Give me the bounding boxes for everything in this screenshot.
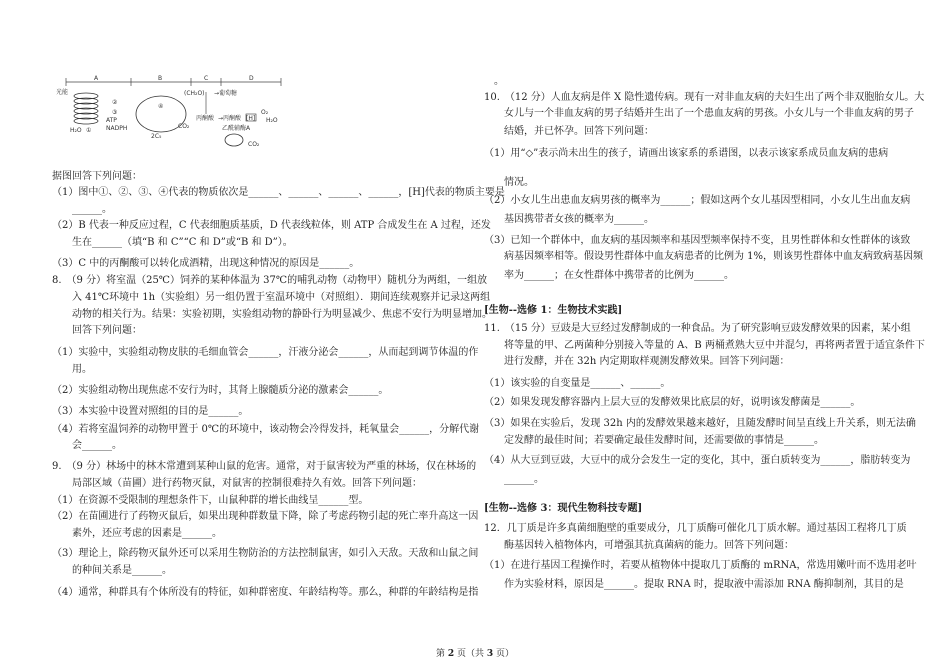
right-text-line: （4）从大豆到豆豉，大豆中的成分会发生一定的变化，其中，蛋白质转变为______，脂肪转变为 [484,455,911,466]
pyruvate-label: 丙酮酸 [196,115,215,122]
footer-post: 页） [493,649,514,659]
nadph-label: NADPH [106,125,128,132]
c5-label: 2C₅ [151,133,162,140]
left-text-line: （3）理论上，除药物灭鼠外还可以采用生物防治的方法控制鼠害，如引入天敌。天敌和山鼠之间 [52,548,479,559]
right-text-line: 定发酵的最佳时间；若要确定最佳发酵时间，还需要做的事情是______。 [504,435,824,446]
footer-page-number: 2 [447,649,455,659]
left-text-line: （2）实验组动物出现焦虑不安行为时，其肾上腺髓质分泌的激素会______。 [52,385,389,396]
o2-label: O₂ [261,109,269,116]
right-text-line: （2）小女儿生出患血友病男孩的概率为______；假如这两个女儿基因型相同，小女儿生出血友病 [484,195,911,206]
left-text-line: 8. （9 分）将室温（25℃）饲养的某种体温为 37℃的哺乳动物（动物甲）随机分为两组，一组放 [52,275,488,286]
left-text-line: 9. （9 分）林场中的林木常遭到某种山鼠的危害。通常，对于鼠害较为严重的林场，仅在林场的 [52,461,477,472]
left-text-line: ______。 [72,204,112,215]
right-text-line: 女儿与一个非血友病的男子结婚并生出了一个患血友病的男孩。小女儿与一个非血友病的男子 [504,108,914,119]
left-text-line: （4）若将室温饲养的动物甲置于 0℃的环境中，该动物会冷得发抖，耗氧量会______，分解代谢 [52,424,480,435]
left-text-line: 回答下列问题： [72,325,142,336]
metabolism-diagram [56,74,316,154]
co2-right-label: CO₂ [248,141,260,148]
right-text-line: 基因携带者女孩的概率为______。 [504,214,654,225]
right-text-line: 作为实验材料，原因是______。提取 RNA 时，提取液中需添加 RNA 酶抑制剂，其目的是 [504,579,904,590]
right-text-line: [生物--选修 3：现代生物科技专题] [484,503,643,514]
right-text-line: 进行发酵，并在 32h 内定期取样观测发酵效果。回答下列问题： [504,356,790,367]
right-text-line: 10. （12 分）人血友病是伴 X 隐性遗传病。现有一对非血友病的夫妇生出了两个非双胞胎女儿。大 [484,92,925,103]
left-text-line: （2）B 代表一种反应过程，C 代表细胞质基质，D 代表线粒体，则 ATP 合成发生在 A 过程，还发 [52,220,491,231]
label-a: A [94,75,99,82]
right-text-line: 将等量的甲、乙两菌种分别接入等量的 A、B 两桶煮熟大豆中并混匀，再将两者置于适宜条件下 [504,340,925,351]
left-text-line: （4）通常，种群具有个体所没有的特征，如种群密度、年龄结构等。那么，种群的年龄结构是指 [52,587,479,598]
atp-label: ATP [106,117,117,124]
krebs-cycle [225,134,243,146]
acetyl-label: 乙酰辅酶A [222,125,251,132]
right-text-line: （1）在进行基因工程操作时，若要从植物体中提取几丁质酶的 mRNA，常选用嫩叶而不选用老叶 [484,560,917,571]
label-c: C [204,75,209,82]
right-text-line: 病基因频率相等。假设男性群体中血友病患者的比例为 1%，则该男性群体中血友病致病基因频 [504,251,924,262]
left-text-line: （3）C 中的丙酮酸可以转化成酒精，出现这种情况的原因是______。 [52,258,360,269]
left-text-line: 据图回答下列问题： [52,171,142,182]
right-text-line: （3）已知一个群体中，血友病的基因频率和基因型频率保持不变，且男性群体和女性群体的该致 [484,235,911,246]
left-text-line: （1）在资源不受限制的理想条件下，山鼠种群的增长曲线呈______型。 [52,495,369,506]
left-text-line: 动物的相关行为。结果：实验初期，实验组动物的静卧行为明显减少、焦虑不安行为明显增加。 [72,309,492,320]
footer-pre: 第 [435,649,448,659]
right-text-line: （1）用“◇”表示尚未出生的孩子，请画出该家系的系谱图，以表示该家系成员血友病的患病 [484,148,889,159]
thylakoid-stack [74,93,98,124]
right-text-line: （2）如果发现发酵容器内上层大豆的发酵效果比底层的好，说明该发酵菌是______。 [484,397,861,408]
right-text-line: 。 [494,76,504,87]
left-text-line: 局部区域（苗圃）进行药物灭鼠，对鼠害的控制很难持久有效。回答下列问题： [72,478,422,489]
co2-mid-label: CO₂ [178,123,190,130]
h2o-left-label: H₂O [70,127,82,134]
right-text-line: （1）该实验的自变量是______、______。 [484,378,671,389]
left-text-line: （2）在苗圃进行了药物灭鼠后，如果出现种群数量下降，除了考虑药物引起的死亡率升高这一因 [52,511,479,522]
right-text-line: 12．几丁质是许多真菌细胞壁的重要成分，几丁质酶可催化几丁质水解。通过基因工程将几丁质 [484,523,907,534]
circle-3: ③ [112,109,118,116]
right-text-line: 酶基因转入植物体内，可增强其抗真菌病的能力。回答下列问题： [504,540,794,551]
right-text-line: 结婚，并已怀孕。回答下列问题： [504,126,654,137]
right-text-line: 情况。 [504,177,534,188]
ch2o-label: (CH₂O) [184,90,205,97]
glucose-label: →葡萄糖 [214,90,238,97]
left-text-line: 生在______（填“B 和 C”“C 和 D”或“B 和 D”）。 [72,237,293,248]
right-text-line: [生物--选修 1：生物技术实践] [484,305,623,316]
h-label: [H] [246,115,256,122]
left-text-line: （1）实验中，实验组动物皮肤的毛细血管会______，汗液分泌会______，从而起到调节体温的作 [52,347,479,358]
footer-mid: 页（共 [454,649,487,659]
left-text-line: 素外，还应考虑的因素是______。 [72,528,222,539]
left-text-line: 会______。 [72,440,122,451]
h2o-right-label: H₂O [266,117,278,124]
circle-1: ① [86,127,92,134]
label-d: D [249,75,254,82]
right-text-line: 率为______；在女性群体中携带者的比例为______。 [504,270,734,281]
label-b: B [158,75,163,82]
right-text-line: 11. （15 分）豆豉是大豆经过发酵制成的一种食品。为了研究影响豆豉发酵效果的因素，某小组 [484,323,911,334]
left-text-line: 用。 [72,364,92,375]
light-label: 光能 [56,89,69,96]
right-text-line: （3）如果在实验后，发现 32h 内的发酵效果越来越好，且随发酵时间呈直线上升关系，则无法确 [484,418,916,429]
pyruvate2-label: →丙酮酸 [218,115,242,122]
left-text-line: 入 41℃环境中 1h（实验组）另一组仍置于室温环境中（对照组）．期间连续观察并记录这两组 [72,292,491,303]
left-text-line: （1）图中①、②、③、④代表的物质依次是______、______、______、______，[H]代表的物质主要是 [52,187,505,198]
left-text-line: 的种间关系是______。 [72,565,172,576]
left-text-line: （3）本实验中设置对照组的目的是______。 [52,406,249,417]
circle-2: ② [112,99,118,106]
page-footer [0,646,950,659]
right-text-line: ______。 [504,474,544,485]
footer-total-pages: 3 [486,649,494,659]
circle-4: ④ [158,103,164,110]
